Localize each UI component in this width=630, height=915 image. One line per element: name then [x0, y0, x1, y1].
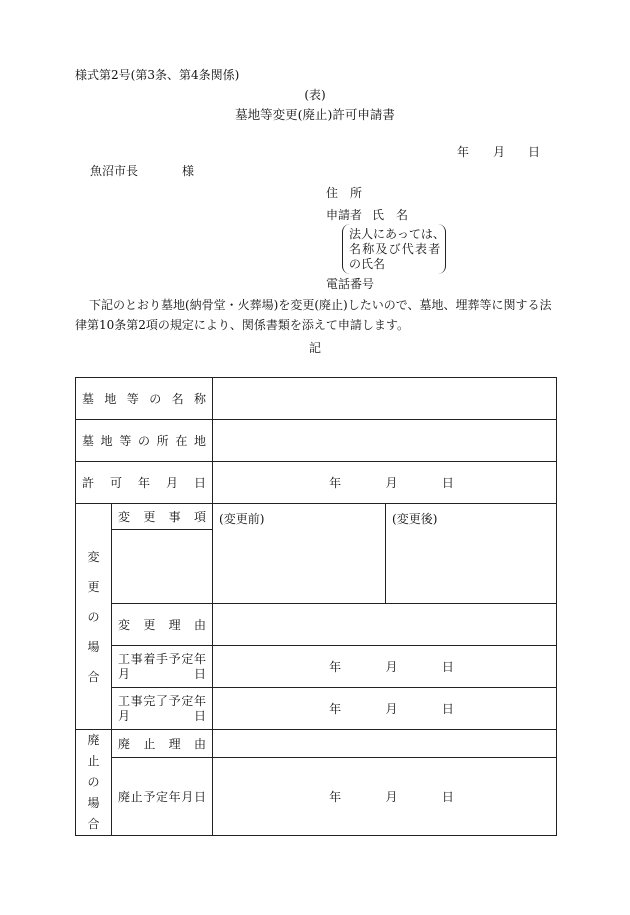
corporate-note-line: 名称及び代表者 — [349, 242, 442, 256]
date-month-char: 月 — [385, 789, 398, 804]
change-after-field[interactable] — [386, 504, 557, 604]
table-row — [76, 646, 557, 688]
table-row — [76, 378, 557, 420]
change-reason-field[interactable] — [213, 604, 557, 646]
label-line: 日 — [194, 666, 207, 681]
table-row — [76, 757, 557, 835]
application-table — [75, 377, 557, 836]
group-char: 更 — [87, 579, 100, 594]
body-text-line: 下記のとおり墓地(納骨堂・火葬場)を変更(廃止)したいので、墓地、埋葬等に関する法 — [89, 298, 552, 312]
date-day-char: 日 — [441, 476, 454, 490]
corporate-note-line: の氏名 — [349, 257, 386, 271]
abolish-case-group-label — [76, 730, 112, 836]
date-day-char: 日 — [441, 789, 454, 804]
ki-heading: 記 — [308, 341, 321, 355]
name-label: 氏 名 — [372, 208, 409, 222]
date-year-char: 年 — [329, 476, 342, 490]
body-text-line: 律第10条第2項の規定により、関係書類を添えて申請します。 — [75, 318, 409, 332]
group-char: 場 — [87, 796, 100, 810]
date-year-char: 年 — [329, 789, 342, 804]
label-line: 工事着手予定年 — [118, 651, 207, 666]
address-label: 住 所 — [326, 186, 363, 200]
abolish-date-label: 廃止予定年月日 — [112, 757, 213, 835]
cemetery-location-field[interactable] — [213, 420, 557, 462]
construction-start-label — [112, 646, 213, 688]
table-row — [76, 504, 557, 530]
cemetery-name-label: 墓地等の名称 — [76, 378, 213, 420]
date-month: 月 — [493, 145, 506, 159]
date-year: 年 — [457, 145, 470, 159]
permit-date-label: 許可年月日 — [76, 462, 213, 504]
group-char: 変 — [87, 549, 100, 564]
form-title: 墓地等変更(廃止)許可申請書 — [235, 107, 395, 122]
change-reason-label: 変更理由 — [112, 604, 213, 646]
date-day-char: 日 — [441, 702, 454, 716]
change-items-label: 変更事項 — [112, 504, 213, 530]
permit-date-field[interactable] — [213, 462, 557, 504]
cemetery-location-label: 墓地等の所在地 — [76, 420, 213, 462]
construction-end-date-field[interactable] — [213, 688, 557, 730]
table-row — [76, 730, 557, 758]
label-line: 工事完了予定年 — [118, 693, 207, 708]
addressee-name: 魚沼市長 — [90, 164, 139, 178]
addressee-honorific: 様 — [182, 164, 195, 178]
change-before-label: (変更前) — [219, 512, 265, 526]
change-after-label: (変更後) — [392, 512, 438, 526]
form-number: 様式第2号(第3条、第4条関係) — [75, 68, 240, 82]
phone-label: 電話番号 — [326, 277, 375, 291]
date-month-char: 月 — [385, 476, 398, 490]
table-row — [76, 420, 557, 462]
change-before-field[interactable] — [213, 504, 386, 604]
date-day: 日 — [528, 145, 541, 159]
table-row — [76, 462, 557, 504]
abolish-reason-label: 廃止理由 — [112, 730, 213, 758]
table-row — [76, 604, 557, 646]
date-month-char: 月 — [385, 660, 398, 674]
group-char: 合 — [87, 669, 100, 684]
group-char: 廃 — [87, 733, 100, 747]
change-case-group-label — [76, 504, 112, 730]
cemetery-name-field[interactable] — [213, 378, 557, 420]
abolish-date-field[interactable] — [213, 757, 557, 835]
abolish-reason-field[interactable] — [213, 730, 557, 758]
corporate-note-bracket — [342, 224, 446, 274]
change-items-field[interactable] — [112, 530, 213, 604]
date-year-char: 年 — [329, 702, 342, 716]
label-line: 月 — [118, 666, 131, 681]
date-month-char: 月 — [385, 702, 398, 716]
group-char: 場 — [87, 639, 100, 654]
label-line: 日 — [194, 708, 207, 723]
side-label: (表) — [304, 88, 326, 102]
construction-start-date-field[interactable] — [213, 646, 557, 688]
date-year-char: 年 — [329, 660, 342, 674]
label-line: 月 — [118, 708, 131, 723]
date-day-char: 日 — [441, 660, 454, 674]
applicant-label: 申請者 — [326, 208, 363, 222]
group-char: の — [87, 775, 100, 789]
table-row — [76, 688, 557, 730]
group-char: 止 — [87, 754, 100, 768]
construction-end-label — [112, 688, 213, 730]
corporate-note-line: 法人にあっては、 — [349, 227, 445, 241]
group-char: 合 — [87, 817, 100, 831]
group-char: の — [87, 609, 100, 624]
